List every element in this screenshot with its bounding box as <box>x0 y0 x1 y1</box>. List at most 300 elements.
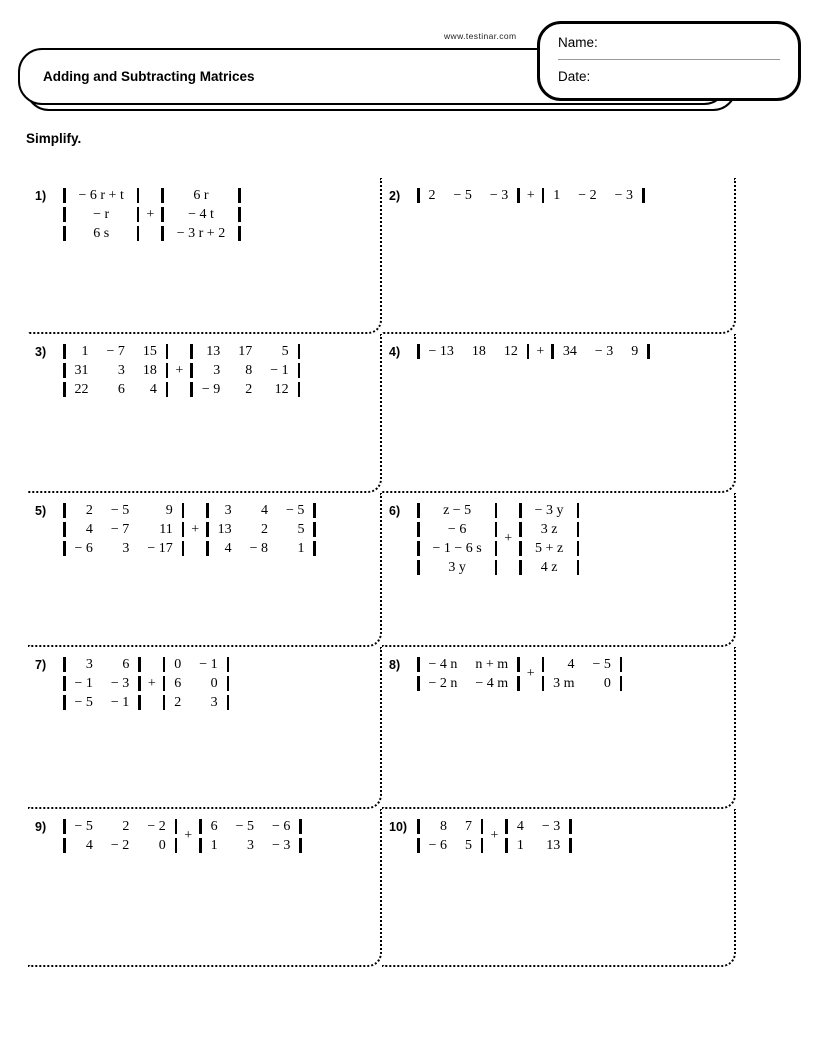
matrix-bar-glyph <box>495 541 498 556</box>
matrix-bar-glyph <box>299 819 302 834</box>
matrix-entry: 17 <box>238 343 253 359</box>
matrix-bar <box>642 186 645 205</box>
matrix-bar-glyph <box>299 838 302 853</box>
matrix-entry: 3 z <box>540 521 558 537</box>
matrix-entry: − 1 <box>199 656 218 672</box>
instruction-text: Simplify. <box>26 131 82 146</box>
matrix-bar-glyph <box>481 819 484 834</box>
matrix-entry: 0 <box>174 656 182 672</box>
matrix-bar <box>182 501 185 520</box>
matrix-bar-glyph <box>577 503 580 518</box>
matrix-bar-glyph <box>569 819 572 834</box>
problem-number: 6) <box>389 504 401 518</box>
matrix-row <box>417 501 497 520</box>
matrix-row <box>206 539 316 558</box>
problem-expression <box>417 501 579 577</box>
matrix-entry: 1 <box>297 540 305 556</box>
matrix-bar-glyph <box>620 657 623 672</box>
plus-operator: + <box>536 343 545 359</box>
matrix-bar <box>138 693 141 712</box>
matrix-bar <box>298 342 301 361</box>
matrix-row <box>63 186 139 205</box>
matrix-bar-glyph <box>642 188 645 203</box>
matrix-entry: − 3 <box>594 343 614 359</box>
matrix-row <box>417 817 483 836</box>
matrix-row <box>519 501 579 520</box>
matrix-bar-glyph <box>313 541 316 556</box>
matrix-entry: 4 <box>567 656 575 672</box>
matrix-row <box>417 342 529 361</box>
matrix-entry: 2 <box>428 187 436 203</box>
matrix-entry: − 3 r + 2 <box>176 225 226 241</box>
matrix-entry: − 5 <box>74 694 93 710</box>
matrix-bar-glyph <box>238 207 241 222</box>
matrix-bar-glyph <box>182 503 185 518</box>
matrix-entry: − 6 r + t <box>78 187 124 203</box>
matrix-row <box>505 836 571 855</box>
matrix-entry: − 5 <box>592 656 611 672</box>
matrix-bar-glyph <box>227 695 230 710</box>
matrix-entry: 3 m <box>553 675 575 691</box>
matrix-row <box>190 361 300 380</box>
problem-cell <box>28 809 382 967</box>
matrix-entry: − 6 <box>447 521 467 537</box>
matrix-entry: 22 <box>74 381 89 397</box>
matrix-entry: 7 <box>464 818 472 834</box>
matrix-bar-glyph <box>298 363 301 378</box>
matrix-entry: − 2 <box>578 187 597 203</box>
matrix-bar <box>299 817 302 836</box>
matrix-entry: 3 <box>224 502 232 518</box>
matrix <box>505 817 571 855</box>
matrix-entry: 4 z <box>540 559 558 575</box>
matrix-entry: 6 <box>210 818 218 834</box>
matrix <box>63 817 177 855</box>
matrix-entry: 5 <box>297 521 305 537</box>
matrix-row <box>542 674 623 693</box>
matrix-bar <box>577 539 580 558</box>
date-label: Date: <box>558 69 591 84</box>
matrix-entry: 4 <box>224 540 232 556</box>
matrix-bar <box>620 655 623 674</box>
matrix-row <box>163 693 229 712</box>
matrix-entry: 8 <box>439 818 447 834</box>
matrix-bar <box>138 674 141 693</box>
matrix-entry: 1 <box>516 837 524 853</box>
matrix-entry: 5 <box>281 343 289 359</box>
matrix-entry: − 1 <box>270 362 289 378</box>
matrix-entry: − 1 − 6 s <box>432 540 482 556</box>
matrix-bar <box>238 224 241 243</box>
matrix-bar-glyph <box>138 657 141 672</box>
matrix-bar-glyph <box>647 344 650 359</box>
matrix-row <box>206 501 316 520</box>
matrix-bar-glyph <box>495 560 498 575</box>
matrix-bar <box>137 205 140 224</box>
matrix-bar <box>481 817 484 836</box>
problem-expression <box>417 817 572 855</box>
matrix-row <box>63 205 139 224</box>
matrix-entry: 1 <box>210 837 218 853</box>
matrix-entry: 0 <box>210 675 218 691</box>
matrix-bar-glyph <box>481 838 484 853</box>
matrix-row <box>63 342 168 361</box>
matrix <box>63 186 139 243</box>
matrix-bar-glyph <box>137 226 140 241</box>
matrix-entry: 4 <box>85 837 93 853</box>
matrix-entry: 3 y <box>448 559 466 575</box>
problem-number: 10) <box>389 820 408 834</box>
matrix-bar-glyph <box>166 382 169 397</box>
matrix-bar-glyph <box>298 344 301 359</box>
problem-number: 4) <box>389 345 401 359</box>
matrix-entry: − 5 <box>286 502 305 518</box>
matrix-bar <box>238 186 241 205</box>
plus-operator: + <box>526 666 535 681</box>
matrix-bar <box>137 186 140 205</box>
matrix-row <box>63 520 184 539</box>
matrix-entry: 31 <box>74 362 89 378</box>
matrix <box>63 342 168 399</box>
name-label: Name: <box>558 35 598 50</box>
matrix-entry: − 2 <box>110 837 130 853</box>
matrix <box>551 342 649 361</box>
problem-expression <box>63 501 316 558</box>
website-url: www.testinar.com <box>444 31 517 41</box>
matrix <box>417 501 497 577</box>
matrix-bar <box>299 836 302 855</box>
matrix-entry: − 3 <box>614 187 634 203</box>
matrix-bar-glyph <box>495 503 498 518</box>
problem-expression <box>63 655 229 712</box>
matrix-bar <box>175 817 178 836</box>
matrix-entry: 2 <box>261 521 269 537</box>
matrix-entry: − 2 <box>147 818 166 834</box>
matrix-bar <box>527 342 530 361</box>
matrix-entry: 3 <box>247 837 255 853</box>
matrix-bar <box>138 655 141 674</box>
matrix-entry: 2 <box>174 694 182 710</box>
problem-expression <box>63 186 241 243</box>
matrix-bar <box>569 817 572 836</box>
matrix-row <box>63 836 177 855</box>
matrix-entry: 3 <box>117 362 125 378</box>
matrix-row <box>519 558 579 577</box>
matrix-entry: − 3 <box>541 818 561 834</box>
matrix-entry: − 5 <box>453 187 472 203</box>
problem-number: 1) <box>35 189 47 203</box>
matrix-entry: 13 <box>217 521 232 537</box>
matrix-row <box>161 186 240 205</box>
matrix <box>163 655 229 712</box>
matrix-bar-glyph <box>182 522 185 537</box>
matrix-entry: 6 <box>122 656 130 672</box>
plus-operator: + <box>175 362 184 378</box>
matrix-entry: − 4 m <box>475 675 509 691</box>
matrix-bar <box>647 342 650 361</box>
matrix-bar-glyph <box>495 522 498 537</box>
matrix-row <box>63 817 177 836</box>
matrix-entry: 12 <box>274 381 289 397</box>
matrix-bar <box>166 361 169 380</box>
matrix-entry: 4 <box>516 818 524 834</box>
problem-cell <box>382 334 736 493</box>
matrix-entry: − 3 y <box>534 502 564 518</box>
matrix-row <box>161 224 240 243</box>
problem-number: 2) <box>389 189 401 203</box>
matrix-entry: 18 <box>471 343 486 359</box>
matrix-bar-glyph <box>166 344 169 359</box>
matrix-row <box>63 224 139 243</box>
matrix-bar-glyph <box>517 657 520 672</box>
plus-operator: + <box>146 206 155 222</box>
matrix-row <box>161 205 240 224</box>
matrix-row <box>190 380 300 399</box>
matrix-entry: 3 <box>122 540 130 556</box>
matrix-row <box>417 539 497 558</box>
matrix-entry: 3 <box>85 656 93 672</box>
matrix-bar-glyph <box>298 382 301 397</box>
matrix-row <box>206 520 316 539</box>
matrix-bar <box>495 520 498 539</box>
matrix-entry: 4 <box>149 381 157 397</box>
matrix-bar <box>182 539 185 558</box>
matrix <box>63 655 141 712</box>
matrix-row <box>417 836 483 855</box>
page-title: Adding and Subtracting Matrices <box>43 69 255 84</box>
matrix <box>417 342 529 361</box>
matrix-bar <box>298 361 301 380</box>
problem-number: 7) <box>35 658 47 672</box>
matrix-bar-glyph <box>138 695 141 710</box>
matrix-row <box>163 674 229 693</box>
matrix-bar <box>577 520 580 539</box>
matrix-row <box>542 655 623 674</box>
matrix-entry: n + m <box>475 656 509 672</box>
matrix-row <box>63 539 184 558</box>
problem-cell <box>28 334 382 493</box>
matrix <box>417 186 520 205</box>
matrix-bar <box>298 380 301 399</box>
matrix-entry: − 7 <box>106 343 125 359</box>
matrix-row <box>199 817 302 836</box>
matrix-row <box>417 520 497 539</box>
problem-cell <box>28 178 382 334</box>
matrix <box>519 501 579 577</box>
matrix-bar-glyph <box>227 676 230 691</box>
matrix-entry: 6 s <box>93 225 110 241</box>
matrix-entry: 18 <box>142 362 157 378</box>
matrix-entry: − 4 t <box>188 206 214 222</box>
matrix-row <box>63 655 141 674</box>
matrix-entry: − 3 <box>489 187 509 203</box>
matrix-entry: − 8 <box>249 540 269 556</box>
matrix-bar-glyph <box>182 541 185 556</box>
matrix-row <box>417 558 497 577</box>
matrix <box>190 342 300 399</box>
matrix-entry: 4 <box>261 502 269 518</box>
matrix <box>542 186 645 205</box>
matrix <box>417 655 520 693</box>
matrix-entry: − 1 <box>110 694 130 710</box>
matrix-entry: 6 <box>174 675 182 691</box>
matrix-row <box>63 693 141 712</box>
matrix-entry: 0 <box>158 837 166 853</box>
problem-cell <box>382 178 736 334</box>
matrix-bar <box>137 224 140 243</box>
matrix-entry: 5 + z <box>535 540 564 556</box>
matrix-entry: 12 <box>503 343 518 359</box>
matrix-entry: 4 <box>85 521 93 537</box>
matrix-bar-glyph <box>175 838 178 853</box>
matrix-entry: 6 <box>117 381 125 397</box>
matrix-bar-glyph <box>577 522 580 537</box>
matrix-bar-glyph <box>517 676 520 691</box>
matrix-entry: 2 <box>122 818 130 834</box>
problem-cell <box>28 647 382 809</box>
matrix-entry: − 5 <box>74 818 93 834</box>
matrix-entry: − 5 <box>235 818 255 834</box>
matrix-entry: 3 <box>210 694 218 710</box>
matrix-entry: − 4 n <box>428 656 458 672</box>
plus-operator: + <box>147 675 156 691</box>
matrix-bar <box>227 674 230 693</box>
matrix-row <box>199 836 302 855</box>
matrix-entry: 8 <box>245 362 253 378</box>
matrix-bar <box>517 674 520 693</box>
matrix-bar <box>481 836 484 855</box>
matrix-bar-glyph <box>517 188 520 203</box>
problem-number: 3) <box>35 345 47 359</box>
matrix-entry: 5 <box>464 837 472 853</box>
problem-cell <box>382 809 736 967</box>
matrix <box>199 817 302 855</box>
matrix-entry: 9 <box>165 502 173 518</box>
matrix-bar <box>238 205 241 224</box>
matrix-bar <box>517 655 520 674</box>
matrix-bar-glyph <box>620 676 623 691</box>
matrix-entry: 13 <box>546 837 561 853</box>
matrix-bar <box>569 836 572 855</box>
matrix-row <box>519 539 579 558</box>
matrix-row <box>551 342 649 361</box>
name-fill-line <box>558 59 780 60</box>
matrix-row <box>190 342 300 361</box>
problem-cell <box>382 493 736 647</box>
problem-expression <box>63 342 300 399</box>
matrix-bar <box>166 380 169 399</box>
matrix-bar-glyph <box>527 344 530 359</box>
matrix-entry: 6 r <box>193 187 209 203</box>
matrix-bar <box>517 186 520 205</box>
matrix-bar-glyph <box>577 560 580 575</box>
matrix-entry: 13 <box>206 343 221 359</box>
problems-grid <box>28 178 736 967</box>
matrix-row <box>519 520 579 539</box>
matrix-entry: 0 <box>603 675 611 691</box>
matrix-entry: 2 <box>85 502 93 518</box>
problem-cell <box>28 493 382 647</box>
matrix <box>63 501 184 558</box>
matrix-bar-glyph <box>227 657 230 672</box>
matrix-row <box>417 655 520 674</box>
matrix-bar-glyph <box>137 188 140 203</box>
matrix-entry: − 2 n <box>428 675 458 691</box>
matrix-entry: − 1 <box>74 675 93 691</box>
matrix-entry: − r <box>93 206 110 222</box>
matrix-entry: 1 <box>81 343 89 359</box>
matrix-bar-glyph <box>238 226 241 241</box>
problem-number: 9) <box>35 820 47 834</box>
problem-expression <box>63 817 302 855</box>
matrix-bar <box>313 501 316 520</box>
matrix-row <box>163 655 229 674</box>
problem-number: 5) <box>35 504 47 518</box>
matrix-entry: − 6 <box>428 837 447 853</box>
matrix-entry: 11 <box>159 521 173 537</box>
matrix <box>542 655 623 693</box>
matrix-entry: 15 <box>142 343 157 359</box>
matrix-entry: − 3 <box>110 675 130 691</box>
matrix-row <box>63 380 168 399</box>
matrix <box>161 186 240 243</box>
problem-expression <box>417 186 645 205</box>
matrix-bar-glyph <box>569 838 572 853</box>
matrix-bar-glyph <box>313 522 316 537</box>
matrix-bar <box>577 558 580 577</box>
plus-operator: + <box>191 521 200 537</box>
matrix-row <box>417 186 520 205</box>
matrix-bar-glyph <box>313 503 316 518</box>
problem-number: 8) <box>389 658 401 672</box>
plus-operator: + <box>504 531 513 546</box>
matrix-row <box>417 674 520 693</box>
matrix-entry: 9 <box>631 343 639 359</box>
matrix <box>417 817 483 855</box>
name-date-box <box>537 21 801 101</box>
matrix-bar-glyph <box>577 541 580 556</box>
matrix-bar <box>166 342 169 361</box>
matrix-bar <box>495 539 498 558</box>
matrix <box>206 501 316 558</box>
matrix-entry: 1 <box>553 187 561 203</box>
matrix-row <box>542 186 645 205</box>
matrix-bar <box>227 693 230 712</box>
matrix-bar <box>182 520 185 539</box>
matrix-bar <box>313 539 316 558</box>
problem-expression <box>417 342 650 361</box>
matrix-entry: − 7 <box>110 521 130 537</box>
matrix-entry: 3 <box>213 362 221 378</box>
matrix-bar <box>577 501 580 520</box>
matrix-entry: z − 5 <box>443 502 472 518</box>
matrix-entry: − 3 <box>272 837 291 853</box>
matrix-entry: 2 <box>245 381 253 397</box>
matrix-entry: − 17 <box>147 540 173 556</box>
matrix-bar-glyph <box>138 676 141 691</box>
matrix-bar <box>495 501 498 520</box>
matrix-bar-glyph <box>238 188 241 203</box>
matrix-bar <box>495 558 498 577</box>
matrix-bar-glyph <box>166 363 169 378</box>
plus-operator: + <box>490 828 499 843</box>
matrix-row <box>63 501 184 520</box>
matrix-bar <box>227 655 230 674</box>
matrix-bar <box>620 674 623 693</box>
problem-cell <box>382 647 736 809</box>
matrix-bar-glyph <box>175 819 178 834</box>
matrix-entry: − 9 <box>201 381 221 397</box>
